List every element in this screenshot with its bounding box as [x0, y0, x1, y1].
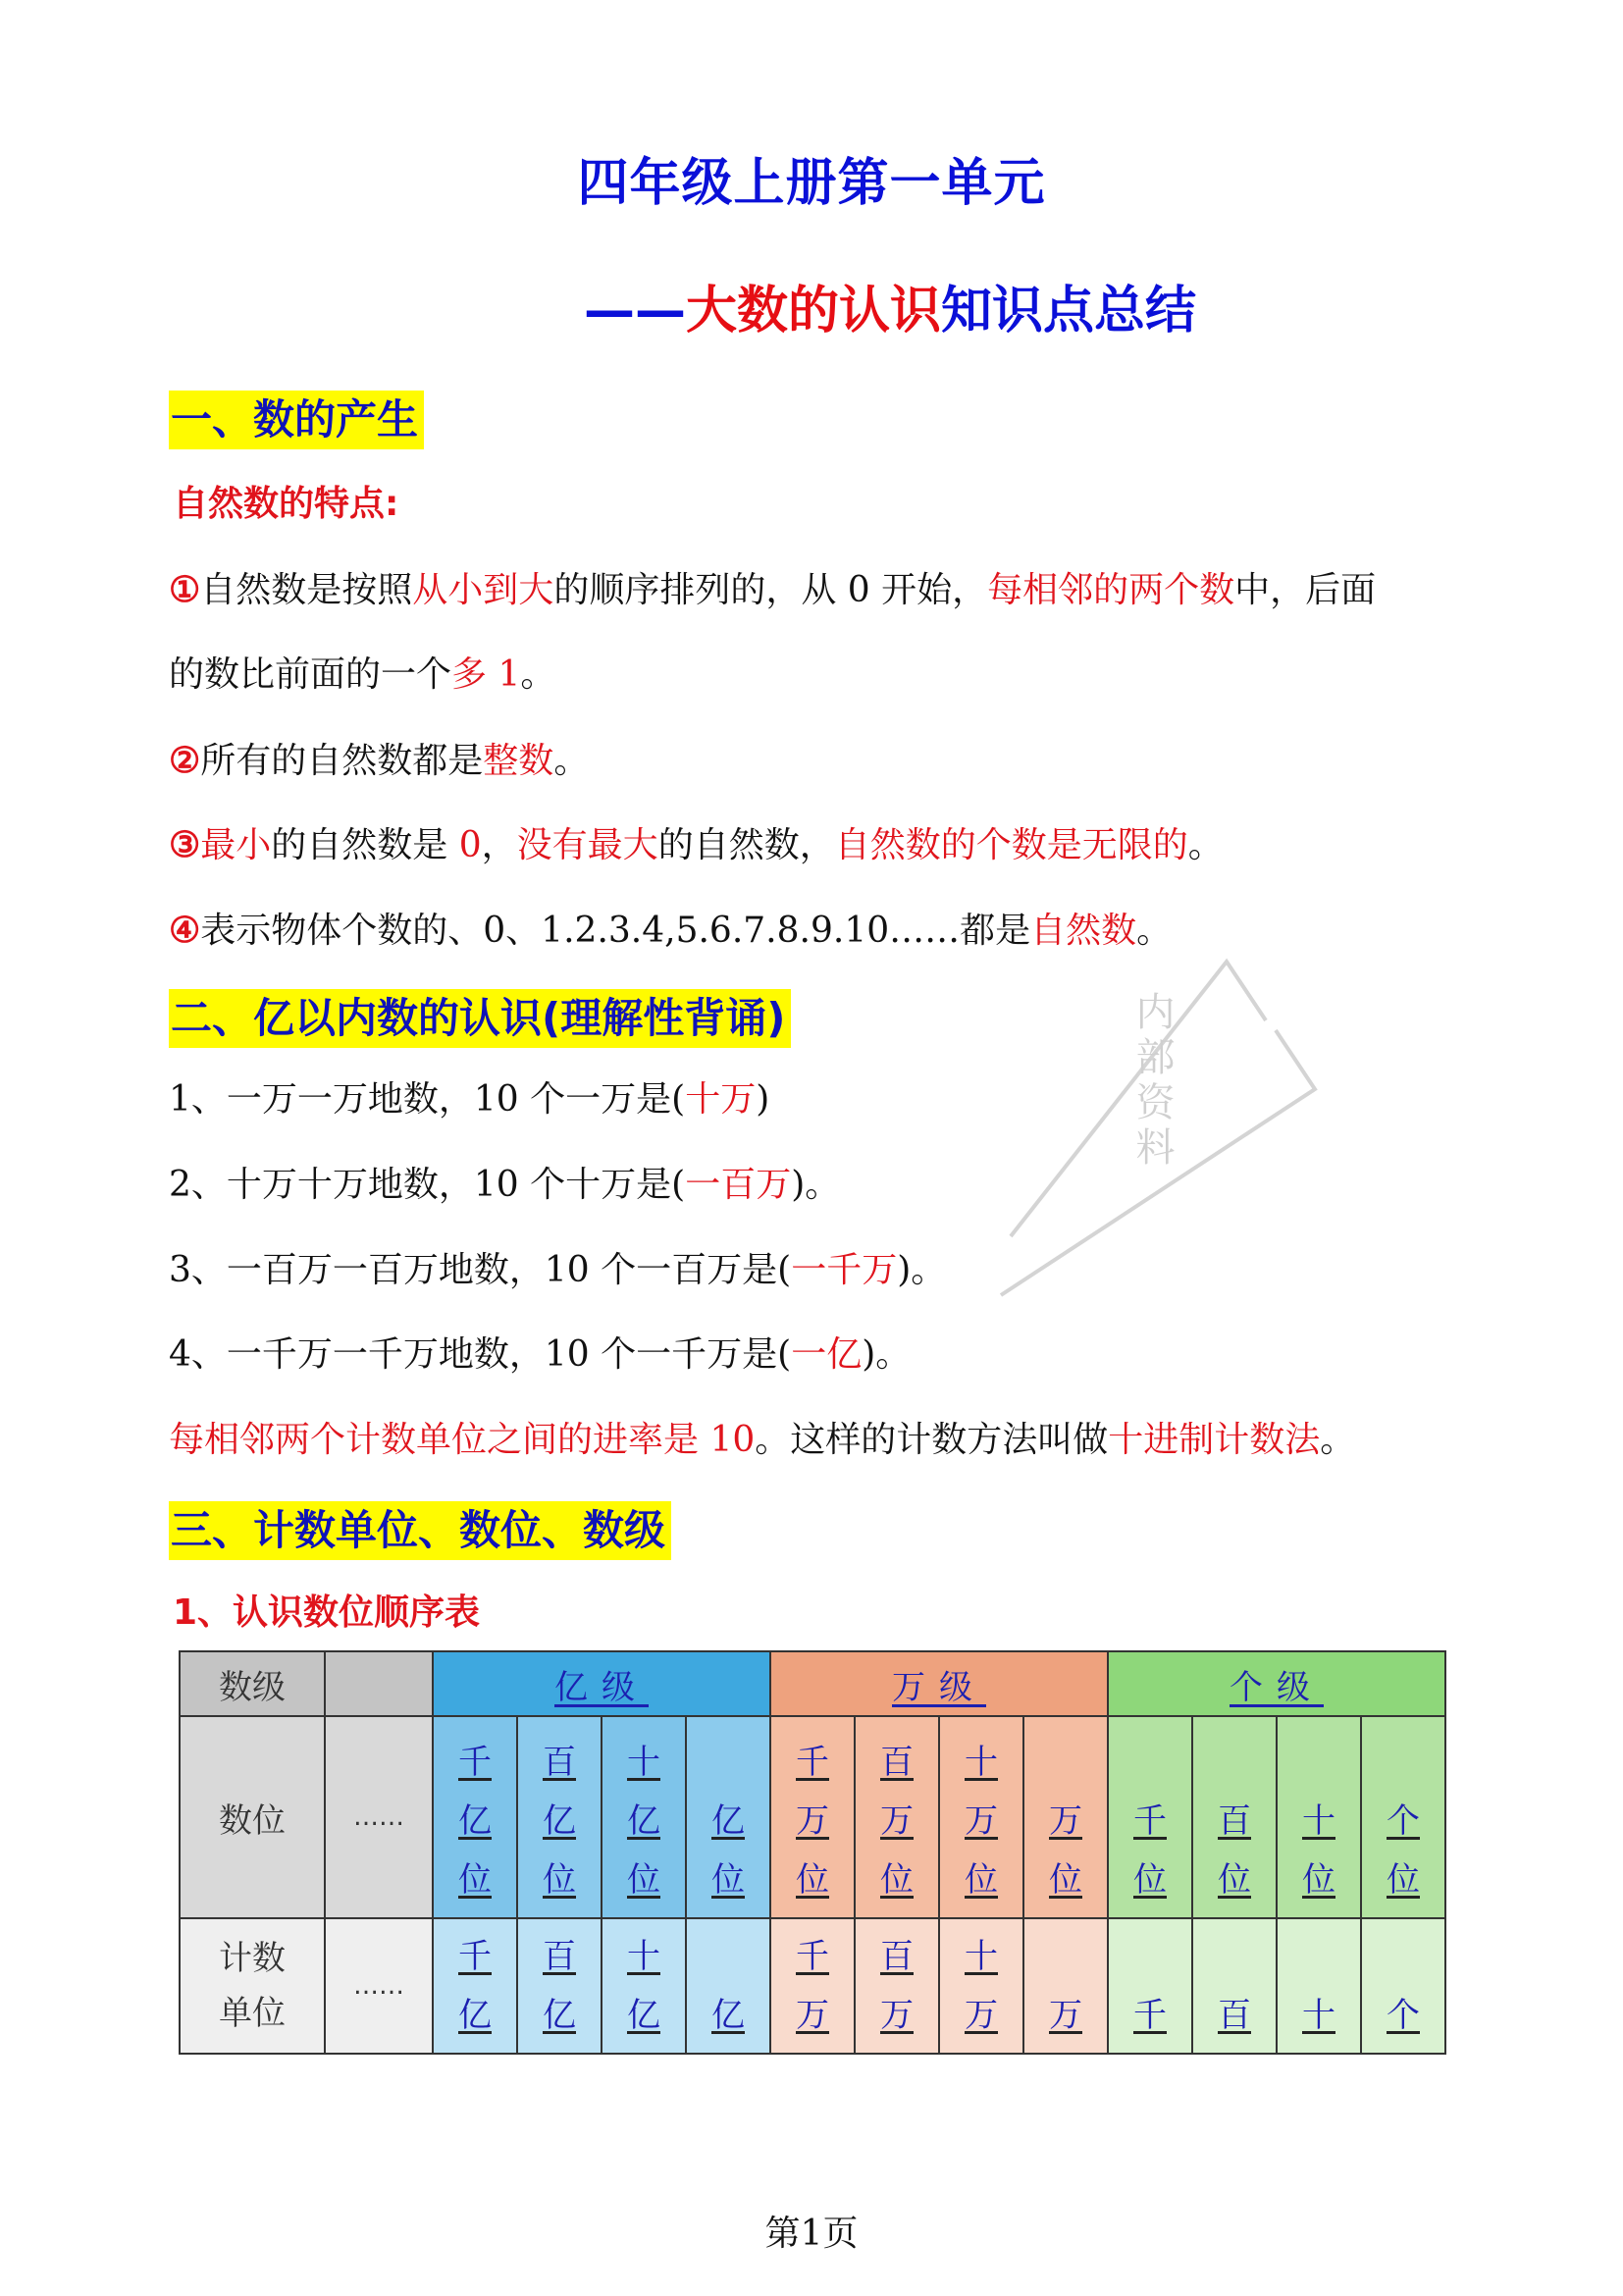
text-run: 整数 [483, 741, 554, 781]
text-run: 所有的自然数都是 [200, 741, 484, 781]
table-char: 个 [1387, 1996, 1420, 2035]
s2-item-end: )。 [791, 1165, 841, 1205]
place-position-cell [1361, 1716, 1445, 1918]
table-char: 百 [880, 1937, 914, 1976]
ellipsis: …… [325, 1716, 433, 1918]
place-position-cell [517, 1716, 602, 1918]
s2-summary-mid: 。这样的计数方法叫做 [755, 1420, 1109, 1460]
section1-subheading: 自然数的特点: [173, 484, 399, 524]
s2-item-end: ) [756, 1079, 770, 1120]
text-run: 的自然数是 [271, 825, 459, 865]
section1-heading: 一、数的产生 [169, 391, 424, 449]
counting-unit-cell [1108, 1918, 1192, 2054]
circled-number: ④ [169, 910, 201, 951]
text-run: 。 [520, 654, 556, 695]
table-char: 位 [711, 1860, 745, 1900]
s2-item-answer: 一千万 [791, 1250, 898, 1290]
page-number: 第1页 [764, 2214, 859, 2254]
counting-unit-cell [1361, 1918, 1445, 2054]
table-char: 位 [1218, 1860, 1251, 1900]
level-ge-label: 个级 [1230, 1667, 1324, 1707]
counting-unit-cell [1277, 1918, 1361, 2054]
section2-heading: 二、亿以内数的认识(理解性背诵) [169, 989, 791, 1048]
circled-number: ② [169, 740, 201, 781]
row-label-unit [180, 1918, 325, 2054]
ellipsis: …… [325, 1918, 433, 2054]
row-label-unit-top: 计数 [219, 1939, 286, 1978]
level-wan [770, 1651, 1108, 1716]
section3-subheading: 1、认识数位顺序表 [173, 1592, 481, 1633]
text-run: 表示物体个数的、0、1.2.3.4,5.6.7.8.9.10……都是 [200, 911, 1031, 951]
subtitle-blue: 知识点总结 [941, 282, 1197, 340]
text-run: 0 [458, 825, 482, 865]
table-char: 位 [965, 1860, 998, 1900]
page-title: 四年级上册第一单元 [577, 154, 1046, 213]
s2-item-text: 3、一百万一百万地数，10 个一百万是( [169, 1250, 792, 1290]
s2-item-answer: 一亿 [791, 1334, 863, 1375]
table-char: 百 [880, 1743, 914, 1782]
table-char: 位 [1302, 1860, 1335, 1900]
circled-number: ① [169, 569, 201, 610]
text-run: 最小 [200, 825, 272, 865]
row-label-unit-bottom: 单位 [219, 1994, 286, 2033]
table-char: 位 [1133, 1860, 1167, 1900]
table-char: 亿 [458, 1996, 492, 2035]
place-value-table [179, 1650, 1446, 2055]
watermark-text: 内部资料 [1129, 991, 1175, 1172]
header-blank [325, 1651, 433, 1716]
text-run: 从小到大 [412, 570, 554, 610]
table-char: 亿 [543, 1996, 576, 2035]
text-run: 自然数 [1030, 911, 1137, 951]
circled-number: ③ [169, 824, 201, 865]
s2-item [169, 1332, 911, 1378]
table-char: 十 [965, 1743, 998, 1782]
s2-item-text: 1、一万一万地数，10 个一万是( [169, 1079, 686, 1120]
counting-unit-cell [1023, 1918, 1108, 2054]
subtitle-dash: —— [584, 282, 686, 340]
table-char: 位 [458, 1860, 492, 1900]
table-char: 位 [1049, 1860, 1082, 1900]
place-position-cell [855, 1716, 939, 1918]
table-char: 亿 [543, 1801, 576, 1841]
table-char: 位 [1387, 1860, 1420, 1900]
level-yi [433, 1651, 770, 1716]
place-position-cell [686, 1716, 770, 1918]
text-run: 自然数是按照 [200, 570, 413, 610]
text-run: 每相邻的两个数 [987, 570, 1235, 610]
table-char: 十 [627, 1743, 660, 1782]
text-run: ， [481, 825, 517, 865]
page-subtitle [584, 280, 1196, 342]
table-char: 万 [1049, 1801, 1082, 1841]
table-char: 位 [543, 1860, 576, 1900]
table-char: 亿 [711, 1801, 745, 1841]
place-position-cell [770, 1716, 855, 1918]
table-char: 万 [796, 1801, 829, 1841]
counting-unit-cell [939, 1918, 1023, 2054]
table-char: 万 [880, 1996, 914, 2035]
table-char: 十 [1302, 1801, 1335, 1841]
table-char: 百 [543, 1743, 576, 1782]
counting-unit-cell [770, 1918, 855, 2054]
text-run: 。 [1136, 911, 1173, 951]
counting-unit-cell [1192, 1918, 1277, 2054]
text-run: 多 1 [451, 654, 521, 695]
place-position-cell [433, 1716, 517, 1918]
table-char: 亿 [711, 1996, 745, 2035]
level-yi-label: 亿级 [554, 1667, 649, 1707]
s1-item-2 [169, 738, 589, 784]
table-char: 千 [796, 1937, 829, 1976]
table-char: 千 [1133, 1996, 1167, 2035]
s2-item-end: )。 [897, 1250, 947, 1290]
place-position-cell [1108, 1716, 1192, 1918]
s2-item [169, 1248, 946, 1293]
place-position-cell [1192, 1716, 1277, 1918]
table-char: 万 [965, 1996, 998, 2035]
s2-item-text: 4、一千万一千万地数，10 个一千万是( [169, 1334, 792, 1375]
section3-heading: 三、计数单位、数位、数级 [169, 1501, 671, 1560]
s1-item-3 [169, 822, 1224, 868]
table-char: 亿 [458, 1801, 492, 1841]
s2-summary-red: 每相邻两个计数单位之间的进率是 10 [169, 1420, 756, 1460]
s2-item-answer: 一百万 [685, 1165, 792, 1205]
table-char: 千 [1133, 1801, 1167, 1841]
table-char: 位 [880, 1860, 914, 1900]
counting-unit-cell [602, 1918, 686, 2054]
table-char: 亿 [627, 1801, 660, 1841]
s2-item-answer: 十万 [685, 1079, 757, 1120]
text-run: 的数比前面的一个 [169, 654, 452, 695]
text-run: 的自然数， [657, 825, 835, 865]
table-char: 位 [796, 1860, 829, 1900]
s1-item-1 [169, 567, 1376, 613]
place-position-cell [602, 1716, 686, 1918]
row-label-position: 数位 [180, 1716, 325, 1918]
s2-item-text: 2、十万十万地数，10 个十万是( [169, 1165, 686, 1205]
table-char: 千 [796, 1743, 829, 1782]
counting-unit-cell [517, 1918, 602, 2054]
s2-summary [169, 1418, 1355, 1463]
table-char: 万 [796, 1996, 829, 2035]
level-ge [1108, 1651, 1445, 1716]
level-wan-label: 万级 [892, 1667, 986, 1707]
table-char: 亿 [627, 1996, 660, 2035]
text-run: 。 [1187, 825, 1224, 865]
place-position-cell [1023, 1716, 1108, 1918]
table-char: 万 [965, 1801, 998, 1841]
table-char: 个 [1387, 1801, 1420, 1841]
table-char: 万 [1049, 1996, 1082, 2035]
s2-summary-red2: 十进制计数法 [1108, 1420, 1321, 1460]
table-char: 千 [458, 1743, 492, 1782]
counting-unit-cell [686, 1918, 770, 2054]
s2-item [169, 1077, 769, 1122]
table-char: 十 [965, 1937, 998, 1976]
table-char: 十 [1302, 1996, 1335, 2035]
s1-item-4 [169, 908, 1172, 954]
s2-item-end: )。 [862, 1334, 912, 1375]
table-char: 位 [627, 1860, 660, 1900]
table-char: 百 [543, 1937, 576, 1976]
place-position-cell [939, 1716, 1023, 1918]
counting-unit-cell [855, 1918, 939, 2054]
s2-summary-end: 。 [1320, 1420, 1356, 1460]
place-position-cell [1277, 1716, 1361, 1918]
table-char: 十 [627, 1937, 660, 1976]
table-char: 百 [1218, 1996, 1251, 2035]
header-level-label: 数级 [180, 1651, 325, 1716]
table-char: 万 [880, 1801, 914, 1841]
text-run: 中，后面 [1234, 570, 1377, 610]
text-run: 。 [553, 741, 590, 781]
s2-item [169, 1163, 840, 1208]
subtitle-red: 大数的认识 [686, 282, 942, 340]
s1-item-1-cont [169, 652, 555, 698]
counting-unit-cell [433, 1918, 517, 2054]
text-run: 的顺序排列的，从 0 开始， [553, 570, 988, 610]
table-char: 千 [458, 1937, 492, 1976]
text-run: 没有最大 [516, 825, 658, 865]
table-char: 百 [1218, 1801, 1251, 1841]
text-run: 自然数的个数是无限的 [834, 825, 1188, 865]
